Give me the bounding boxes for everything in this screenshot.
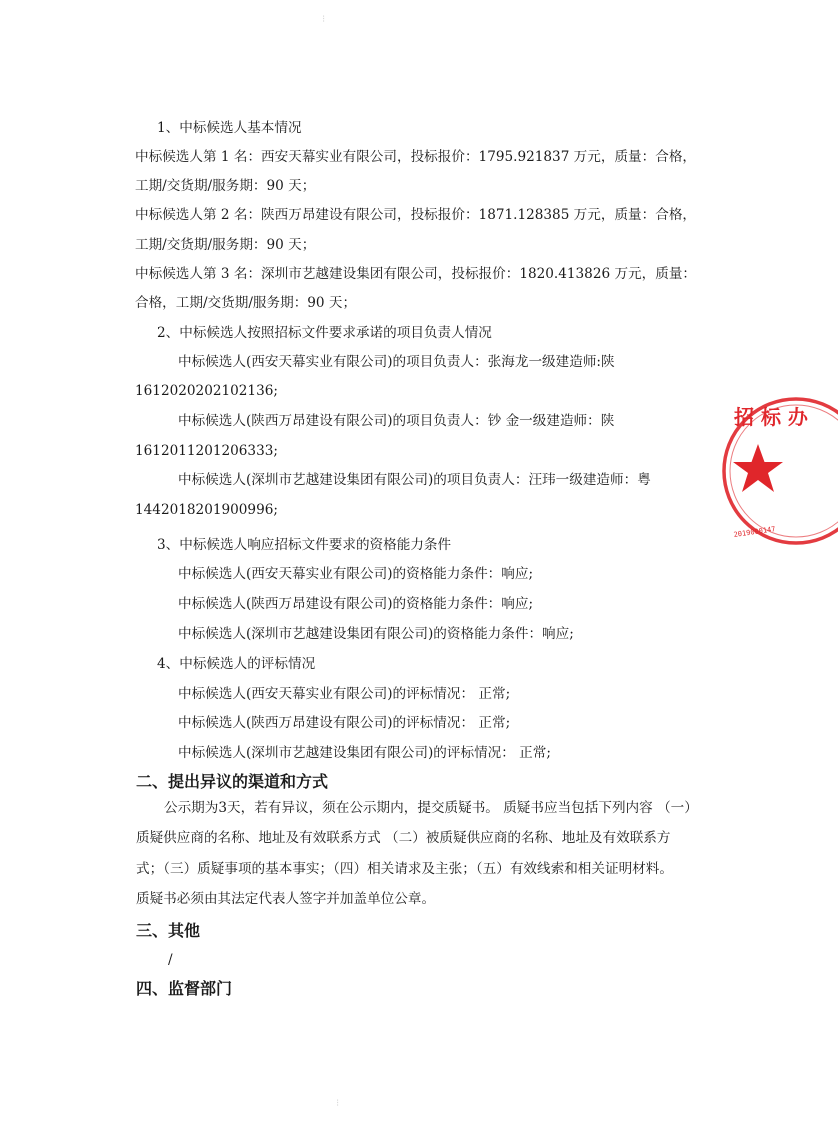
candidate3-line1: 中标候选人第 3 名：深圳市艺越建设集团有限公司，投标报价：1820.413826 万元，质量： bbox=[135, 266, 697, 282]
qualification-2: 中标候选人(陕西万昂建设有限公司)的资格能力条件：响应; bbox=[178, 596, 534, 612]
objection-paragraph-line4: 质疑书必须由其法定代表人签字并加盖单位公章。 bbox=[136, 891, 436, 907]
pm1-line2: 1612020202102136; bbox=[135, 383, 278, 399]
official-seal bbox=[718, 386, 838, 556]
pm2-line2: 1612011201206333; bbox=[135, 443, 278, 459]
qualification-1: 中标候选人(西安天幕实业有限公司)的资格能力条件：响应; bbox=[178, 566, 534, 582]
candidate1-line2: 工期/交货期/服务期：90 天； bbox=[135, 178, 316, 194]
candidate2-line2: 工期/交货期/服务期：90 天； bbox=[135, 237, 316, 253]
item3-title: 3、中标候选人响应招标文件要求的资格能力条件 bbox=[157, 537, 452, 553]
item4-title: 4、中标候选人的评标情况 bbox=[157, 656, 316, 672]
scan-mark-top: ⁝ bbox=[322, 14, 326, 25]
evaluation-2: 中标候选人(陕西万昂建设有限公司)的评标情况： 正常; bbox=[178, 715, 511, 731]
objection-paragraph-line1: 公示期为3天，若有异议，须在公示期内，提交质疑书。 质疑书应当包括下列内容 （一） bbox=[164, 800, 698, 816]
seal-star-icon bbox=[733, 444, 783, 492]
candidate2-line1: 中标候选人第 2 名：陕西万昂建设有限公司，投标报价：1871.128385 万元，质量：合格， bbox=[135, 207, 697, 223]
item2-title: 2、中标候选人按照招标文件要求承诺的项目负责人情况 bbox=[157, 325, 492, 341]
section3-content: / bbox=[168, 952, 173, 968]
objection-paragraph-line2: 质疑供应商的名称、地址及有效联系方式 （二）被质疑供应商的名称、地址及有效联系方 bbox=[136, 830, 671, 846]
candidate3-line2: 合格，工期/交货期/服务期：90 天； bbox=[135, 295, 357, 311]
pm3-line1: 中标候选人(深圳市艺越建设集团有限公司)的项目负责人：汪玮一级建造师：粤 bbox=[178, 472, 651, 488]
section2-heading: 二、提出异议的渠道和方式 bbox=[136, 772, 329, 791]
pm2-line1: 中标候选人(陕西万昂建设有限公司)的项目负责人：钞 金一级建造师：陕 bbox=[178, 413, 615, 429]
section4-heading: 四、监督部门 bbox=[136, 979, 233, 998]
pm3-line2: 1442018201900996; bbox=[135, 502, 278, 518]
seal-text: 招 标 办 bbox=[734, 405, 808, 429]
objection-paragraph-line3: 式；（三）质疑事项的基本事实；（四）相关请求及主张；（五）有效线索和相关证明材料。 bbox=[136, 861, 673, 877]
pm1-line1: 中标候选人(西安天幕实业有限公司)的项目负责人：张海龙一级建造师:陕 bbox=[178, 354, 615, 370]
evaluation-1: 中标候选人(西安天幕实业有限公司)的评标情况： 正常; bbox=[178, 686, 511, 702]
seal-code: 2019000147 bbox=[733, 525, 777, 539]
candidate1-line1: 中标候选人第 1 名：西安天幕实业有限公司，投标报价：1795.921837 万元，质量：合格， bbox=[135, 149, 697, 165]
qualification-3: 中标候选人(深圳市艺越建设集团有限公司)的资格能力条件：响应; bbox=[178, 626, 574, 642]
evaluation-3: 中标候选人(深圳市艺越建设集团有限公司)的评标情况： 正常; bbox=[178, 745, 551, 761]
scan-mark-bottom: ⁝ bbox=[336, 1098, 340, 1109]
section3-heading: 三、其他 bbox=[136, 921, 201, 940]
item1-title: 1、中标候选人基本情况 bbox=[157, 120, 302, 136]
